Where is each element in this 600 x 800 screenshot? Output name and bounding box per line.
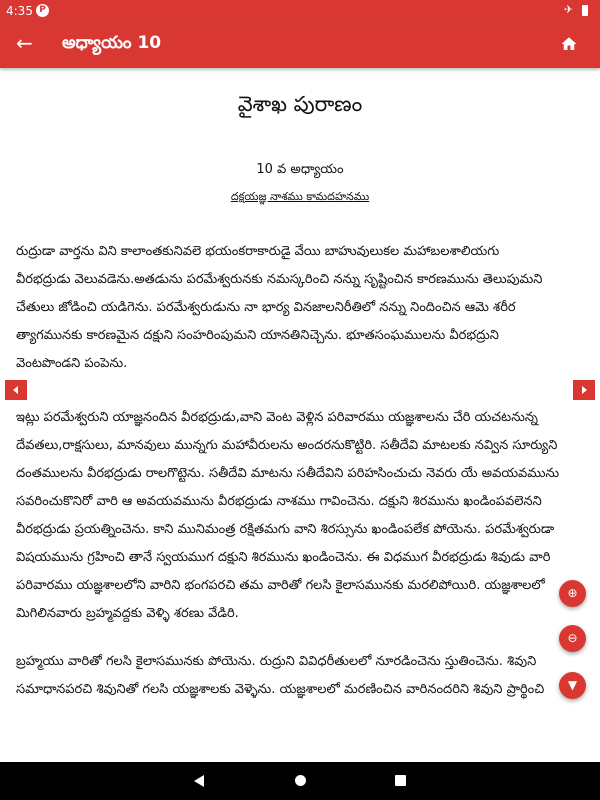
paragraph-line: సమాధానపరచి శివునితో గలసి యజ్ఞశాలకు వెళ్ళెను. యజ్ఞశాలలో మరణించిన వారినందరిని శివుని ప్రార్థించి	[16, 682, 545, 697]
paragraph-line: రుద్రుడా వార్తను విని కాలాంతకునివలె భయంకరాకారుడై వేయి బాహువులుకల మహాబలశాలియగు	[16, 244, 500, 259]
status-bar	[0, 0, 600, 22]
system-navigation-bar	[0, 762, 600, 800]
paragraph-line: విషయమును గ్రహించి తానే స్వయముగ దక్షుని శిరమును ఖండించెను. ఈ విధముగ వీరభద్రుడు శివుడు వారి	[16, 550, 551, 565]
next-page-button[interactable]	[573, 380, 595, 400]
paragraph-line: పరివారము యజ్ఞశాలలోని వారిని భంగపరచి తమ వారితో గలసి కైలాసమునకు మరలిపోయిరి. యజ్ఞశాలలో	[16, 578, 545, 593]
chapter-heading: 10 వ అధ్యాయం	[256, 162, 344, 177]
nav-home-icon[interactable]	[295, 775, 306, 786]
caret-down-icon: ▼	[567, 678, 578, 692]
status-time: 4:35	[6, 4, 33, 18]
back-arrow-icon[interactable]: ←	[16, 31, 33, 55]
zoom-in-icon: ⊕	[567, 586, 578, 600]
battery-icon	[582, 5, 588, 16]
chapter-subtitle	[0, 190, 600, 206]
paragraph-line: దంతములను వీరభద్రుడు రాలగొట్టెను. సతీదేవి మాటను సతీదేవిని పరిహసించుచు నెవరు యే అవయవమును	[16, 466, 560, 481]
app-toolbar	[0, 22, 600, 68]
chevron-left-icon	[13, 386, 18, 394]
airplane-mode-icon: ✈	[564, 3, 574, 16]
book-title: వైశాఖ పురాణం	[237, 92, 363, 116]
nav-back-icon[interactable]	[194, 775, 204, 787]
zoom-out-button[interactable]	[559, 625, 586, 652]
chapter-subtitle-text: దక్షయజ్ఞ నాశము కామదహనము	[230, 190, 370, 203]
paragraph-line: చేతులు జోడించి యడిగెను. పరమేశ్వరుడును నా భార్య వినజాలనిరీతిలో నన్ను నిందించిన ఆమె శరీర	[16, 300, 516, 315]
paragraph-line: వీరభద్రుడు వెలువడెను.అతడును పరమేశ్వరునకు నమస్కరించి నన్ను సృష్టించిన కారణమును తెలుపుమని	[16, 272, 543, 287]
paragraph-line: వెంటపొండని పంపెను.	[16, 356, 128, 371]
notification-icon: P	[36, 4, 49, 17]
paragraph-line: వీరభద్రుడు ప్రయత్నించెను. కాని మునిమంత్ర రక్షితమగు వాని శిరస్సును ఖండింపలేక పోయెను. పరమేశ్వరుడా	[16, 522, 555, 537]
paragraph-line: త్యాగమునకు కారణమైన దక్షుని సంహరింపుమని యానతినిచ్చెను. భూతసంఘములను వీరభద్రుని	[16, 328, 499, 343]
toolbar-title: అధ్యాయం 10	[62, 33, 162, 53]
zoom-out-icon: ⊖	[567, 631, 578, 645]
paragraph-line: సవరించుకొనిరో వారి ఆ అవయవమును వీరభద్రుడు నాశము గావించెను. దక్షుని శిరమును ఖండింపవలెనని	[16, 494, 542, 509]
home-icon[interactable]	[560, 35, 578, 53]
paragraph-line: మిగిలినవారు బ్రహ్మవద్దకు వెళ్ళి శరణు వేడిరి.	[16, 606, 239, 621]
chevron-right-icon	[582, 386, 587, 394]
paragraph-line: దేవతలు,రాక్షసులు, మానవులు మున్నగు మహావీరులను అందరనుకొట్టిరి. సతీదేవి మాటలకు నవ్విన సూర్యుని	[16, 438, 558, 453]
paragraph-line: బ్రహ్మయు వారితో గలసి కైలాసమునకు పోయెను. రుద్రుని వివిధరీతులలో నూరడించెను స్తుతించెను. శివుని	[16, 654, 537, 669]
paragraph-line: ఇట్లు పరమేశ్వరుని యాజ్ఞనందిన వీరభద్రుడు,వాని వెంట వెళ్లిన పరివారము యజ్ఞశాలను చేరి యచటనున్న	[16, 410, 538, 425]
scroll-down-button[interactable]	[559, 672, 586, 699]
previous-page-button[interactable]	[5, 380, 27, 400]
zoom-in-button[interactable]	[559, 580, 586, 607]
nav-recents-icon[interactable]	[395, 775, 406, 786]
